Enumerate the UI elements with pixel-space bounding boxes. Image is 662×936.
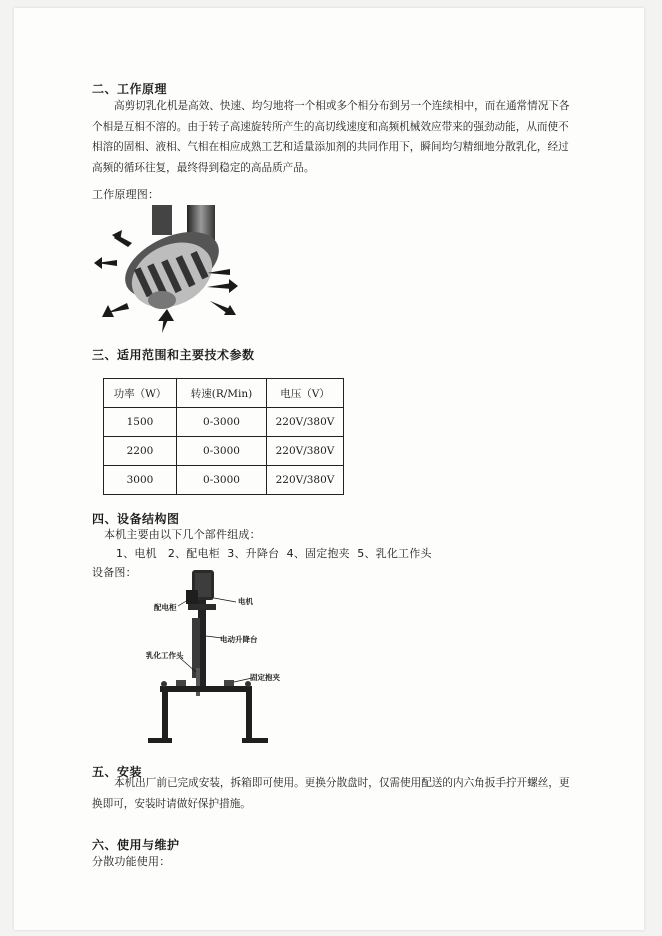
rotor-stator-illustration bbox=[92, 205, 242, 335]
table-cell: 220V/380V bbox=[267, 437, 344, 466]
callout-cabinet: 配电柜 bbox=[154, 603, 177, 612]
section-heading-structure: 四、设备结构图 bbox=[92, 512, 180, 526]
table-cell: 1500 bbox=[104, 408, 177, 437]
callout-head: 乳化工作头 bbox=[146, 651, 184, 660]
table-row bbox=[104, 466, 344, 495]
table-cell: 220V/380V bbox=[267, 466, 344, 495]
table-cell: 0-3000 bbox=[177, 408, 267, 437]
section-heading-principle: 二、工作原理 bbox=[92, 82, 168, 96]
callout-clamp: 固定抱夹 bbox=[250, 673, 280, 682]
table-cell: 3000 bbox=[104, 466, 177, 495]
equipment-diagram bbox=[140, 568, 300, 748]
spec-table bbox=[103, 378, 344, 495]
table-header-speed: 转速(R/Min) bbox=[177, 379, 267, 408]
structure-parts-list: 1、电机 2、配电柜 3、升降台 4、固定抱夹 5、乳化工作头 bbox=[116, 547, 432, 560]
install-paragraph: 本机出厂前已完成安装，拆箱即可使用。更换分散盘时，仅需使用配送的内六角扳手拧开螺丝，更换即可，安装时请做好保护措施。 bbox=[92, 777, 570, 810]
equipment-figure-label: 设备图： bbox=[92, 566, 137, 579]
table-cell: 2200 bbox=[104, 437, 177, 466]
table-row bbox=[104, 437, 344, 466]
table-cell: 0-3000 bbox=[177, 466, 267, 495]
section-heading-usage: 六、使用与维护 bbox=[92, 838, 180, 852]
structure-intro: 本机主要由以下几个部件组成： bbox=[104, 528, 261, 541]
section-heading-specs: 三、适用范围和主要技术参数 bbox=[92, 348, 255, 362]
callout-lift: 电动升降台 bbox=[220, 635, 258, 644]
usage-subheading: 分散功能使用： bbox=[92, 855, 171, 868]
section-heading-install: 五、安装 bbox=[92, 765, 143, 779]
table-header-voltage: 电压（V） bbox=[267, 379, 344, 408]
principle-paragraph: 高剪切乳化机是高效、快速、均匀地将一个相或多个相分布到另一个连续相中，而在通常情况下各个相是互相不溶的。由于转子高速旋转所产生的高切线速度和高频机械效应带来的强劲动能，从而使不相溶的固相、液相、气相在相应成熟工艺和适量添加剂的共同作用下，瞬间均匀精细地分散乳化，经过高频的循环往复，最终得到稳定的高品质产品。 bbox=[92, 100, 570, 174]
table-cell: 220V/380V bbox=[267, 408, 344, 437]
table-cell: 0-3000 bbox=[177, 437, 267, 466]
table-header-power: 功率（W） bbox=[104, 379, 177, 408]
principle-figure-label: 工作原理图： bbox=[92, 188, 160, 201]
table-header-row bbox=[104, 379, 344, 408]
callout-motor: 电机 bbox=[238, 597, 253, 606]
table-row bbox=[104, 408, 344, 437]
